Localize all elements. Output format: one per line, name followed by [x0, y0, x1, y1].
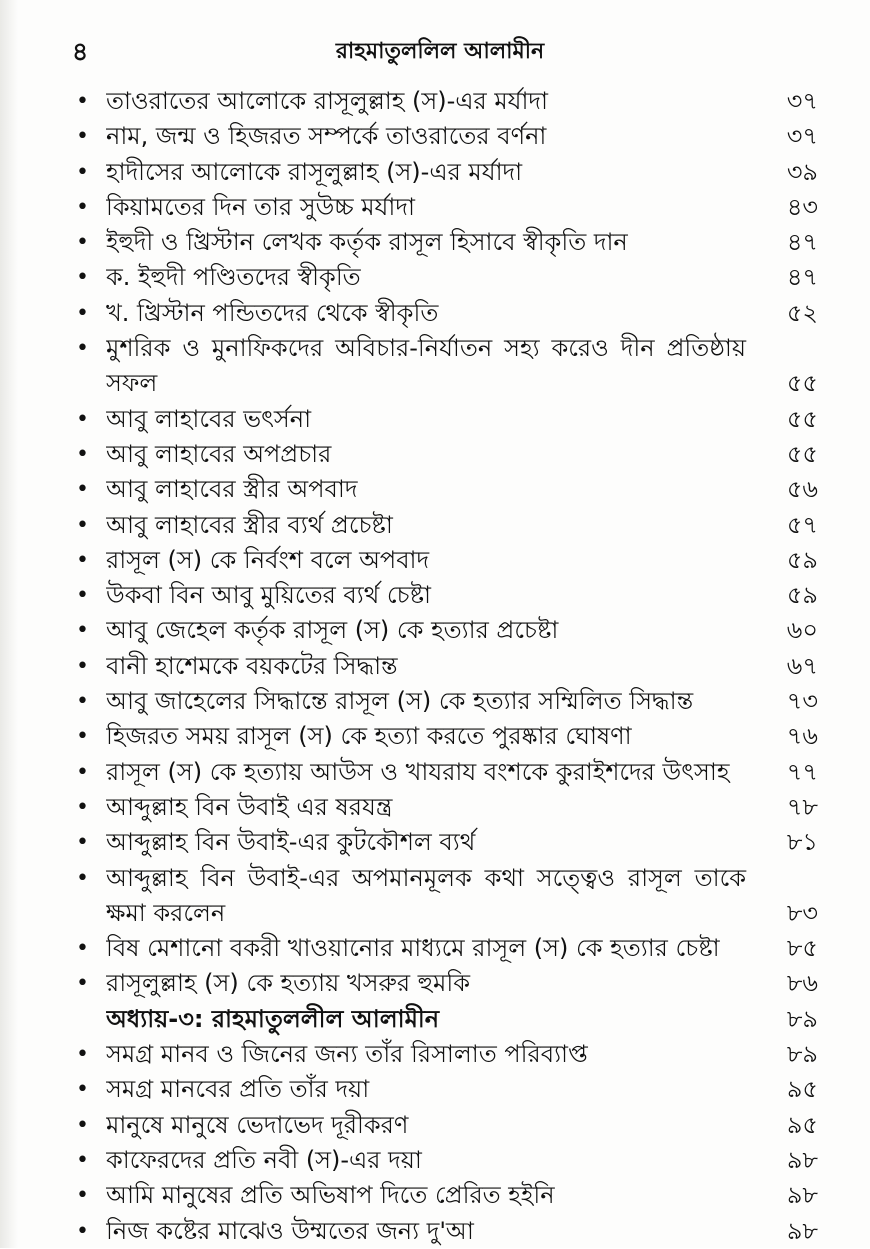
toc-entry-title: ইহুদী ও খ্রিস্টান লেখক কর্তৃক রাসূল হিসাবে স্বীকৃতি দান [106, 228, 628, 257]
toc-entry-title: আবু লাহাবের অপপ্রচার [106, 439, 332, 468]
bullet-icon: • [76, 1183, 89, 1209]
toc-entry [66, 613, 818, 648]
toc-entry-title: আব্দুল্লাহ বিন উবাই-এর অপমানমূলক কথা সত্ত্বেও রাসূল তাকে ক্ষমা করলেন [106, 863, 746, 927]
toc-entry-page-number: ৯৮ [786, 1181, 818, 1210]
toc-entry-page-number: ৫৫ [786, 369, 818, 398]
toc-entry-title: আব্দুল্লাহ বিন উবাই এর ষরযন্ত্র [106, 792, 393, 821]
bullet-icon: • [76, 300, 89, 326]
toc-entry-page-number: ৭৩ [786, 687, 818, 716]
toc-entry-title: বানী হাশেমকে বয়কটের সিদ্ধান্ত [106, 651, 398, 680]
toc-entry [66, 931, 818, 966]
toc-entry-title: নাম, জন্ম ও হিজরত সম্পর্কে তাওরাতের বর্ণনা [106, 122, 547, 151]
toc-entry-page-number: ৮৯ [786, 1004, 818, 1033]
toc-entry-page-number: ৫৯ [786, 545, 818, 574]
toc-entry [66, 1108, 818, 1143]
toc-entry-title: অধ্যায়-৩: রাহমাতুললীল আলামীন [106, 1004, 440, 1033]
bullet-icon: • [76, 512, 89, 538]
page-number: ৪ [72, 37, 89, 66]
bullet-icon: • [76, 89, 89, 114]
toc-entry-title: আবু লাহাবের স্ত্রীর ব্যর্থ প্রচেষ্টা [106, 510, 393, 539]
toc-entry-page-number: ৫৬ [786, 475, 818, 504]
toc-entry-page-number: ৪৭ [786, 228, 818, 257]
toc-entry-title: সমগ্র মানব ও জিনের জন্য তাঁর রিসালাত পরিব্যাপ্ত [106, 1040, 588, 1069]
toc-entry-page-number: ৫৫ [786, 404, 818, 433]
toc-entry-page-number: ৫২ [786, 298, 818, 327]
toc-entry-title: নিজ কষ্টের মাঝেও উম্মতের জন্য দু'আ [106, 1216, 474, 1245]
toc-entry-title: আবু জেহেল কর্তৃক রাসূল (স) কে হত্যার প্রচেষ্টা [106, 616, 559, 645]
bullet-icon: • [76, 724, 89, 750]
toc-entry-page-number: ৬৭ [786, 651, 818, 680]
bullet-icon: • [76, 1112, 89, 1138]
toc-entry-title: আবু জাহেলের সিদ্ধান্তে রাসূল (স) কে হত্যার সম্মিলিত সিদ্ধান্ত [106, 687, 694, 716]
bullet-icon: • [76, 194, 89, 220]
toc-entry [66, 331, 818, 402]
toc-entry-title: সমগ্র মানবের প্রতি তাঁর দয়া [106, 1075, 370, 1104]
toc-entry-page-number: ৬০ [786, 616, 818, 645]
toc-entry-page-number: ৯৫ [786, 1110, 818, 1139]
toc-entry-page-number: ৮৫ [786, 934, 818, 963]
bullet-icon: • [76, 1147, 89, 1173]
toc-entry [66, 119, 818, 154]
bullet-icon: • [76, 124, 89, 150]
toc-entry-title: আবু লাহাবের ভৎর্সনা [106, 404, 312, 433]
toc-entry-page-number: ৩৯ [786, 157, 818, 186]
toc-entry [66, 649, 818, 684]
toc-entry-page-number: ৫৯ [786, 581, 818, 610]
bullet-icon: • [76, 159, 89, 185]
toc-entry [66, 755, 818, 790]
bullet-icon: • [76, 689, 89, 715]
bullet-icon: • [76, 1042, 89, 1068]
toc-entry-page-number: ৮৩ [786, 898, 818, 927]
bullet-icon: • [76, 759, 89, 785]
toc-entry-page-number: ৯৮ [786, 1216, 818, 1245]
toc-entry [66, 1072, 818, 1107]
toc-entry [66, 719, 818, 754]
toc-entry [66, 861, 818, 932]
toc-entry-title: হাদীসের আলোকে রাসূলুল্লাহ (স)-এর মর্যাদা [106, 157, 523, 186]
bullet-icon: • [76, 583, 89, 609]
toc-entry [66, 190, 818, 225]
toc-entry-page-number: ৭৬ [786, 722, 818, 751]
toc-entry-title: মানুষে মানুষে ভেদাভেদ দূরীকরণ [106, 1110, 409, 1139]
toc-entry [66, 1178, 818, 1213]
toc-entry-title: কাফেরদের প্রতি নবী (স)-এর দয়া [106, 1145, 422, 1174]
toc-entry [66, 260, 818, 295]
toc-entry-page-number: ৪৭ [786, 263, 818, 292]
toc-entry [66, 402, 818, 437]
table-of-contents [66, 84, 818, 1249]
toc-entry [66, 966, 818, 1001]
toc-entry-page-number: ৫৫ [786, 439, 818, 468]
toc-entry-page-number: ৪৩ [786, 192, 818, 221]
toc-entry-title: কিয়ামতের দিন তার সুউচ্চ মর্যাদা [106, 192, 415, 221]
toc-entry-title: আব্দুল্লাহ বিন উবাই-এর কুটকৌশল ব্যর্থ [106, 828, 476, 857]
toc-entry [66, 437, 818, 472]
toc-entry [66, 1143, 818, 1178]
toc-entry-page-number: ৯৮ [786, 1145, 818, 1174]
toc-entry [66, 508, 818, 543]
bullet-icon: • [76, 936, 89, 962]
toc-entry-title: মুশরিক ও মুনাফিকদের অবিচার-নির্যাতন সহ্য করেও দীন প্রতিষ্ঠায় সফল [106, 334, 746, 398]
toc-entry-page-number: ৮৯ [786, 1040, 818, 1069]
toc-entry-title: আবু লাহাবের স্ত্রীর অপবাদ [106, 475, 358, 504]
bullet-icon: • [76, 1218, 89, 1244]
running-header [60, 32, 820, 68]
toc-entry-title: রাসূল (স) কে হত্যায় আউস ও খাযরায বংশকে কুরাইশদের উৎসাহ [106, 757, 730, 786]
bullet-icon: • [76, 336, 89, 362]
toc-entry [66, 1214, 818, 1249]
bullet-icon: • [76, 971, 89, 997]
toc-entry [66, 684, 818, 719]
toc-entry-page-number: ৭৭ [786, 757, 818, 786]
bullet-icon: • [76, 865, 89, 891]
bullet-icon: • [76, 653, 89, 679]
toc-entry-page-number: ৭৮ [786, 792, 818, 821]
toc-entry-title: উকবা বিন আবু মুয়িতের ব্যর্থ চেষ্টা [106, 581, 431, 610]
toc-entry [66, 825, 818, 860]
toc-entry [66, 84, 818, 119]
toc-entry-page-number: ৩৭ [786, 122, 818, 151]
toc-entry-page-number: ৮১ [786, 828, 818, 857]
bullet-icon: • [76, 830, 89, 856]
book-title: রাহমাতুললিল আলামীন [335, 39, 545, 64]
toc-entry [66, 1037, 818, 1072]
toc-entry-page-number: ৫৭ [786, 510, 818, 539]
bullet-icon: • [76, 477, 89, 503]
toc-chapter-heading [66, 1002, 818, 1037]
toc-entry [66, 225, 818, 260]
toc-entry-title: আমি মানুষের প্রতি অভিষাপ দিতে প্রেরিত হইনি [106, 1181, 555, 1210]
toc-entry-title: বিষ মেশানো বকরী খাওয়ানোর মাধ্যমে রাসূল (স) কে হত্যার চেষ্টা [106, 934, 720, 963]
toc-entry-title: রাসূল (স) কে নির্বংশ বলে অপবাদ [106, 545, 430, 574]
toc-entry-page-number: ৯৫ [786, 1075, 818, 1104]
toc-entry [66, 472, 818, 507]
toc-entry [66, 155, 818, 190]
toc-entry-page-number: ৮৬ [786, 969, 818, 998]
bullet-icon: • [76, 1077, 89, 1103]
bullet-icon: • [76, 265, 89, 291]
toc-entry [66, 578, 818, 613]
toc-entry-title: খ. খ্রিস্টান পন্ডিতদের থেকে স্বীকৃতি [106, 298, 439, 327]
toc-entry-page-number: ৩৭ [786, 87, 818, 115]
toc-entry-title: হিজরত সময় রাসূল (স) কে হত্যা করতে পুরষ্কার ঘোষণা [106, 722, 632, 751]
toc-entry [66, 296, 818, 331]
bullet-icon: • [76, 547, 89, 573]
toc-entry [66, 543, 818, 578]
toc-entry [66, 790, 818, 825]
scan-edge-shadow [0, 0, 18, 1248]
bullet-icon: • [76, 406, 89, 432]
toc-entry-title: রাসূলুল্লাহ (স) কে হত্যায় খসরুর হুমকি [106, 969, 471, 998]
toc-entry-title: তাওরাতের আলোকে রাসূলুল্লাহ (স)-এর মর্যাদা [106, 87, 548, 115]
toc-entry-title: ক. ইহুদী পণ্ডিতদের স্বীকৃতি [106, 263, 361, 292]
bullet-icon: • [76, 441, 89, 467]
bullet-icon: • [76, 618, 89, 644]
bullet-icon: • [76, 230, 89, 256]
bullet-icon: • [76, 794, 89, 820]
